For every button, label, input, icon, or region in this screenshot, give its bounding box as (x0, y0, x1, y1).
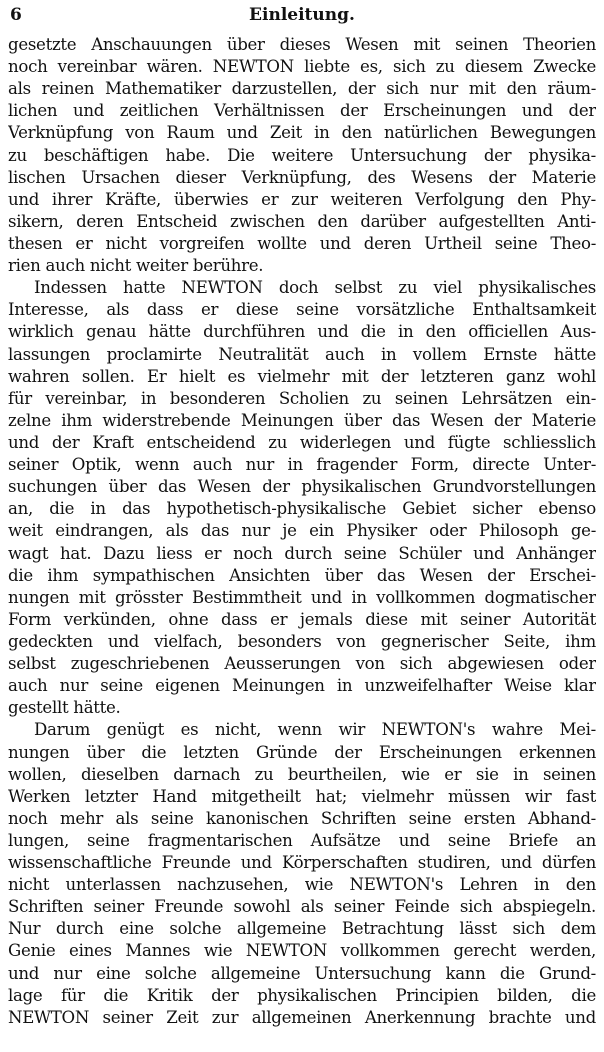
text-line: nicht unterlassen nachzusehen, wie NEWTON's Lehren in den (8, 875, 596, 895)
text-line: lichen und zeitlichen Verhältnissen der Erscheinungen und der (8, 101, 596, 121)
text-line: Indessen hatte NEWTON doch selbst zu viel physikalisches (34, 278, 596, 298)
page-header (8, 5, 596, 31)
text-line: die ihm sympathischen Ansichten über das Wesen der Erschei- (8, 565, 596, 585)
text-line: nungen mit grösster Bestimmtheit und in vollkommen dogmatischer (8, 587, 596, 607)
text-line: weit eindrangen, als das nur je ein Physiker oder Philosoph ge- (8, 521, 596, 541)
text-line: zu beschäftigen habe. Die weitere Untersuchung der physika- (8, 145, 596, 165)
text-line: Darum genügt es nicht, wenn wir NEWTON's wahre Mei- (34, 720, 596, 740)
body-text (8, 34, 596, 1029)
text-line: lage für die Kritik der physikalischen Principien bilden, die (8, 985, 596, 1005)
text-line: lassungen proclamirte Neutralität auch in vollem Ernste hätte (8, 344, 596, 364)
page-number: 6 (10, 5, 22, 25)
text-line: und ihrer Kräfte, überwies er zur weiteren Verfolgung den Phy- (8, 189, 596, 209)
text-line: NEWTON seiner Zeit zur allgemeinen Anerkennung brachte und (8, 1007, 596, 1027)
text-line: sikern, deren Entscheid zwischen den darüber aufgestellten Anti- (8, 211, 596, 231)
text-line: selbst zugeschriebenen Aeusserungen von sich abgewiesen oder (8, 654, 596, 674)
text-line: lungen, seine fragmentarischen Aufsätze und seine Briefe an (8, 830, 596, 850)
text-line: Werken letzter Hand mitgetheilt hat; vielmehr müssen wir fast (8, 786, 596, 806)
text-line: thesen er nicht vorgreifen wollte und deren Urtheil seine Theo- (8, 233, 596, 253)
text-line: zelne ihm widerstrebende Meinungen über das Wesen der Materie (8, 410, 596, 430)
text-line: Schriften seiner Freunde sowohl als seiner Feinde sich abspiegeln. (8, 897, 596, 917)
text-line: rien auch nicht weiter berühre. (8, 256, 264, 276)
text-line: Verknüpfung von Raum und Zeit in den natürlichen Bewegungen (8, 123, 596, 143)
text-line: und der Kraft entscheidend zu widerlegen und fügte schliesslich (8, 432, 596, 452)
text-line: wissenschaftliche Freunde und Körperschaften studiren, und dürfen (8, 853, 596, 873)
text-line: als reinen Mathematiker darzustellen, der sich nur mit den räum- (8, 79, 596, 99)
text-line: Nur durch eine solche allgemeine Betrachtung lässt sich dem (8, 919, 596, 939)
text-line: noch mehr als seine kanonischen Schriften seine ersten Abhand- (8, 808, 596, 828)
text-line: gedeckten und vielfach, besonders von gegnerischer Seite, ihm (8, 631, 596, 651)
text-line: nungen über die letzten Gründe der Erscheinungen erkennen (8, 742, 596, 762)
text-line: Genie eines Mannes wie NEWTON vollkommen gerecht werden, (8, 941, 596, 961)
text-line: Form verkünden, ohne dass er jemals diese mit seiner Autorität (8, 609, 596, 629)
text-line: wagt hat. Dazu liess er noch durch seine Schüler und Anhänger (8, 543, 596, 563)
text-line: wirklich genau hätte durchführen und die in den officiellen Aus- (8, 322, 596, 342)
text-line: seiner Optik, wenn auch nur in fragender Form, directe Unter- (8, 455, 596, 475)
text-line: für vereinbar, in besonderen Scholien zu seinen Lehrsätzen ein- (8, 388, 596, 408)
text-line: wahren sollen. Er hielt es vielmehr mit der letzteren ganz wohl (8, 366, 596, 386)
text-line: Interesse, als dass er diese seine vorsätzliche Enthaltsamkeit (8, 300, 596, 320)
text-line: lischen Ursachen dieser Verknüpfung, des Wesens der Materie (8, 167, 596, 187)
running-head: Einleitung. (249, 5, 355, 25)
text-line: wollen, dieselben darnach zu beurtheilen, wie er sie in seinen (8, 764, 596, 784)
text-line: suchungen über das Wesen der physikalischen Grundvorstellungen (8, 477, 596, 497)
text-line: auch nur seine eigenen Meinungen in unzweifelhafter Weise klar (8, 676, 596, 696)
text-line: an, die in das hypothetisch-physikalische Gebiet sicher ebenso (8, 499, 596, 519)
text-line: gesetzte Anschauungen über dieses Wesen mit seinen Theorien (8, 35, 596, 54)
text-line: gestellt hätte. (8, 698, 121, 718)
text-line: und nur eine solche allgemeine Untersuchung kann die Grund- (8, 963, 596, 983)
text-line: noch vereinbar wären. NEWTON liebte es, sich zu diesem Zwecke (8, 57, 596, 77)
